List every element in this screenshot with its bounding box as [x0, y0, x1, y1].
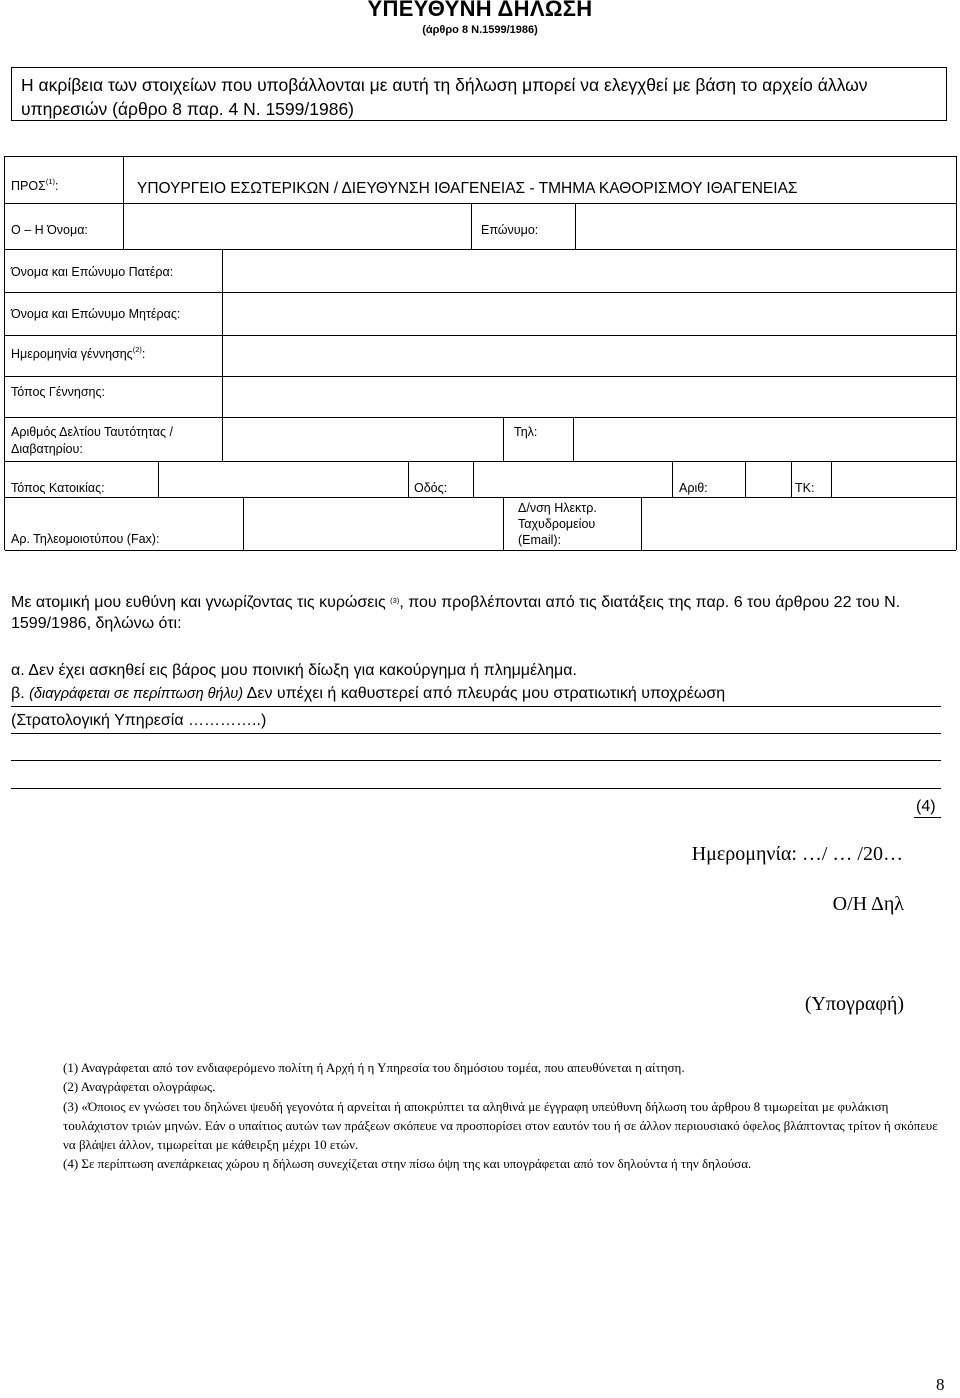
notice-text: Η ακρίβεια των στοιχείων που υποβάλλονται με αυτή τη δήλωση μπορεί να ελεγχθεί με βάση το αρχείο άλλων υπηρεσιών (άρθρο 8 παρ. 4 Ν. 1599/1986) — [21, 75, 868, 119]
to-field[interactable] — [124, 158, 955, 202]
row-divider — [5, 550, 956, 551]
blank-writing-line[interactable] — [11, 760, 941, 761]
column-divider — [503, 417, 504, 461]
footnote-3: (3) «Όποιος εν γνώσει του δηλώνει ψευδή γεγονότα ή αρνείται ή αποκρύπτει τα αληθινά με έγγραφη υπεύθυνη δήλωση του άρθρου 8 τιμωρείται με φυλάκιση τουλάχιστον τριών μηνών. Εάν ο υπαίτιος αυτών των πράξεων σκόπευε να προσπορίσει στον εαυτόν του ή σε άλλον περιουσιακό όφελος βλάπτοντας τρίτον ή σκόπευε να βλάψει άλλον, τιμωρείται με κάθειρξη μέχρι 10 ετών. — [63, 1098, 938, 1153]
column-divider — [408, 461, 409, 497]
street-label: Οδός: — [414, 481, 448, 495]
date-field[interactable]: Ημερομηνία: …/ … /20… — [691, 843, 903, 865]
mother-name-label: Όνομα και Επώνυμο Μητέρας: — [11, 307, 181, 321]
footnote-1: (1) Αναγράφεται από τον ενδιαφερόμενο πολίτη ή Αρχή ή η Υπηρεσία του δημόσιου τομέα, που απευθύνεται η αίτηση. — [63, 1060, 685, 1075]
fax-label: Αρ. Τηλεομοιοτύπου (Fax): — [11, 532, 160, 546]
birthdate-field[interactable] — [223, 336, 955, 375]
name-field[interactable] — [124, 204, 470, 248]
residence-field[interactable] — [159, 462, 407, 496]
footnote-4: (4) Σε περίπτωση ανεπάρκειας χώρου η δήλωση συνεχίζεται στην πίσω όψη της και υπογράφεται από τον δηλούντα ή την δηλούσα. — [63, 1156, 752, 1172]
mother-name-field[interactable] — [223, 293, 955, 334]
phone-label: Τηλ: — [514, 425, 538, 439]
text-line — [914, 817, 941, 818]
birthdate-label: Ημερομηνία γέννησης$^{(2)}$: — [11, 345, 146, 361]
signature-field[interactable]: (Υπογραφή) — [804, 993, 904, 1015]
street-number-field[interactable] — [746, 462, 790, 496]
birthplace-label: Τόπος Γέννησης: — [11, 385, 106, 399]
declaration-item-b-continued: (Στρατολογική Υπηρεσία …………..) — [11, 712, 267, 729]
column-divider — [503, 497, 504, 550]
footnotes — [63, 1058, 953, 1174]
declaration-item-b: β. (διαγράφεται σε περίπτωση θήλυ) Δεν υπέχει ή καθυστερεί από πλευράς μου στρατιωτική υποχρέωση — [11, 685, 726, 702]
column-divider — [471, 203, 472, 249]
column-divider — [791, 461, 792, 497]
declarant-label: Ο/Η Δηλ — [832, 893, 904, 915]
id-number-label: Αριθμός Δελτίου Ταυτότητας / Διαβατηρίου: — [11, 425, 173, 456]
footnote-ref-4: (4) — [916, 798, 936, 815]
document-subtitle: (άρθρο 8 Ν.1599/1986) — [422, 24, 538, 36]
declaration-intro: Με ατομική μου ευθύνη και γνωρίζοντας τις κυρώσεις $^{(3)}$, που προβλέπονται από τις διατάξεις της παρ. 6 του άρθρου 22 του Ν. 1599/1986, δηλώνω ότι: — [11, 594, 901, 632]
surname-label: Επώνυμο: — [481, 223, 539, 237]
email-field[interactable] — [642, 498, 955, 549]
text-line — [11, 733, 941, 734]
postcode-label: ΤΚ: — [795, 481, 815, 495]
text-line — [11, 706, 941, 707]
birthplace-field[interactable] — [223, 377, 955, 416]
name-label: Ο – Η Όνομα: — [11, 223, 88, 237]
declaration-item-a: α. Δεν έχει ασκηθεί εις βάρος μου ποινική δίωξη για κακούργημα ή πλημμέλημα. — [11, 662, 577, 679]
verification-notice — [11, 67, 947, 121]
street-number-label: Αριθ: — [679, 481, 708, 495]
column-divider — [672, 461, 673, 497]
fax-field[interactable] — [244, 498, 502, 549]
to-label: ΠΡΟΣ$^{(1)}$: — [11, 177, 59, 193]
to-recipient: ΥΠΟΥΡΓΕΙΟ ΕΣΩΤΕΡΙΚΩΝ / ΔΙΕΥΘΥΝΣΗ ΙΘΑΓΕΝΕΙΑΣ - ΤΜΗΜΑ ΚΑΘΟΡΙΣΜΟΥ ΙΘΑΓΕΝΕΙΑΣ — [137, 180, 798, 197]
phone-field[interactable] — [574, 418, 955, 460]
document-title: ΥΠΕΥΘΥΝΗ ΔΗΛΩΣΗ — [367, 0, 593, 21]
postcode-field[interactable] — [832, 462, 955, 496]
surname-field[interactable] — [576, 204, 955, 248]
residence-label: Τόπος Κατοικίας: — [11, 481, 105, 495]
footnote-2: (2) Αναγράφεται ολογράφως. — [63, 1079, 216, 1095]
father-name-field[interactable] — [223, 250, 955, 291]
email-label: Δ/νση Ηλεκτρ. Ταχυδρομείου (Email): — [518, 501, 597, 547]
id-number-field[interactable] — [223, 418, 502, 460]
father-name-label: Όνομα και Επώνυμο Πατέρα: — [11, 265, 174, 279]
declarant-form — [4, 156, 957, 550]
blank-writing-line[interactable] — [11, 788, 941, 789]
street-field[interactable] — [474, 462, 671, 496]
page-number: 8 — [936, 1375, 945, 1394]
